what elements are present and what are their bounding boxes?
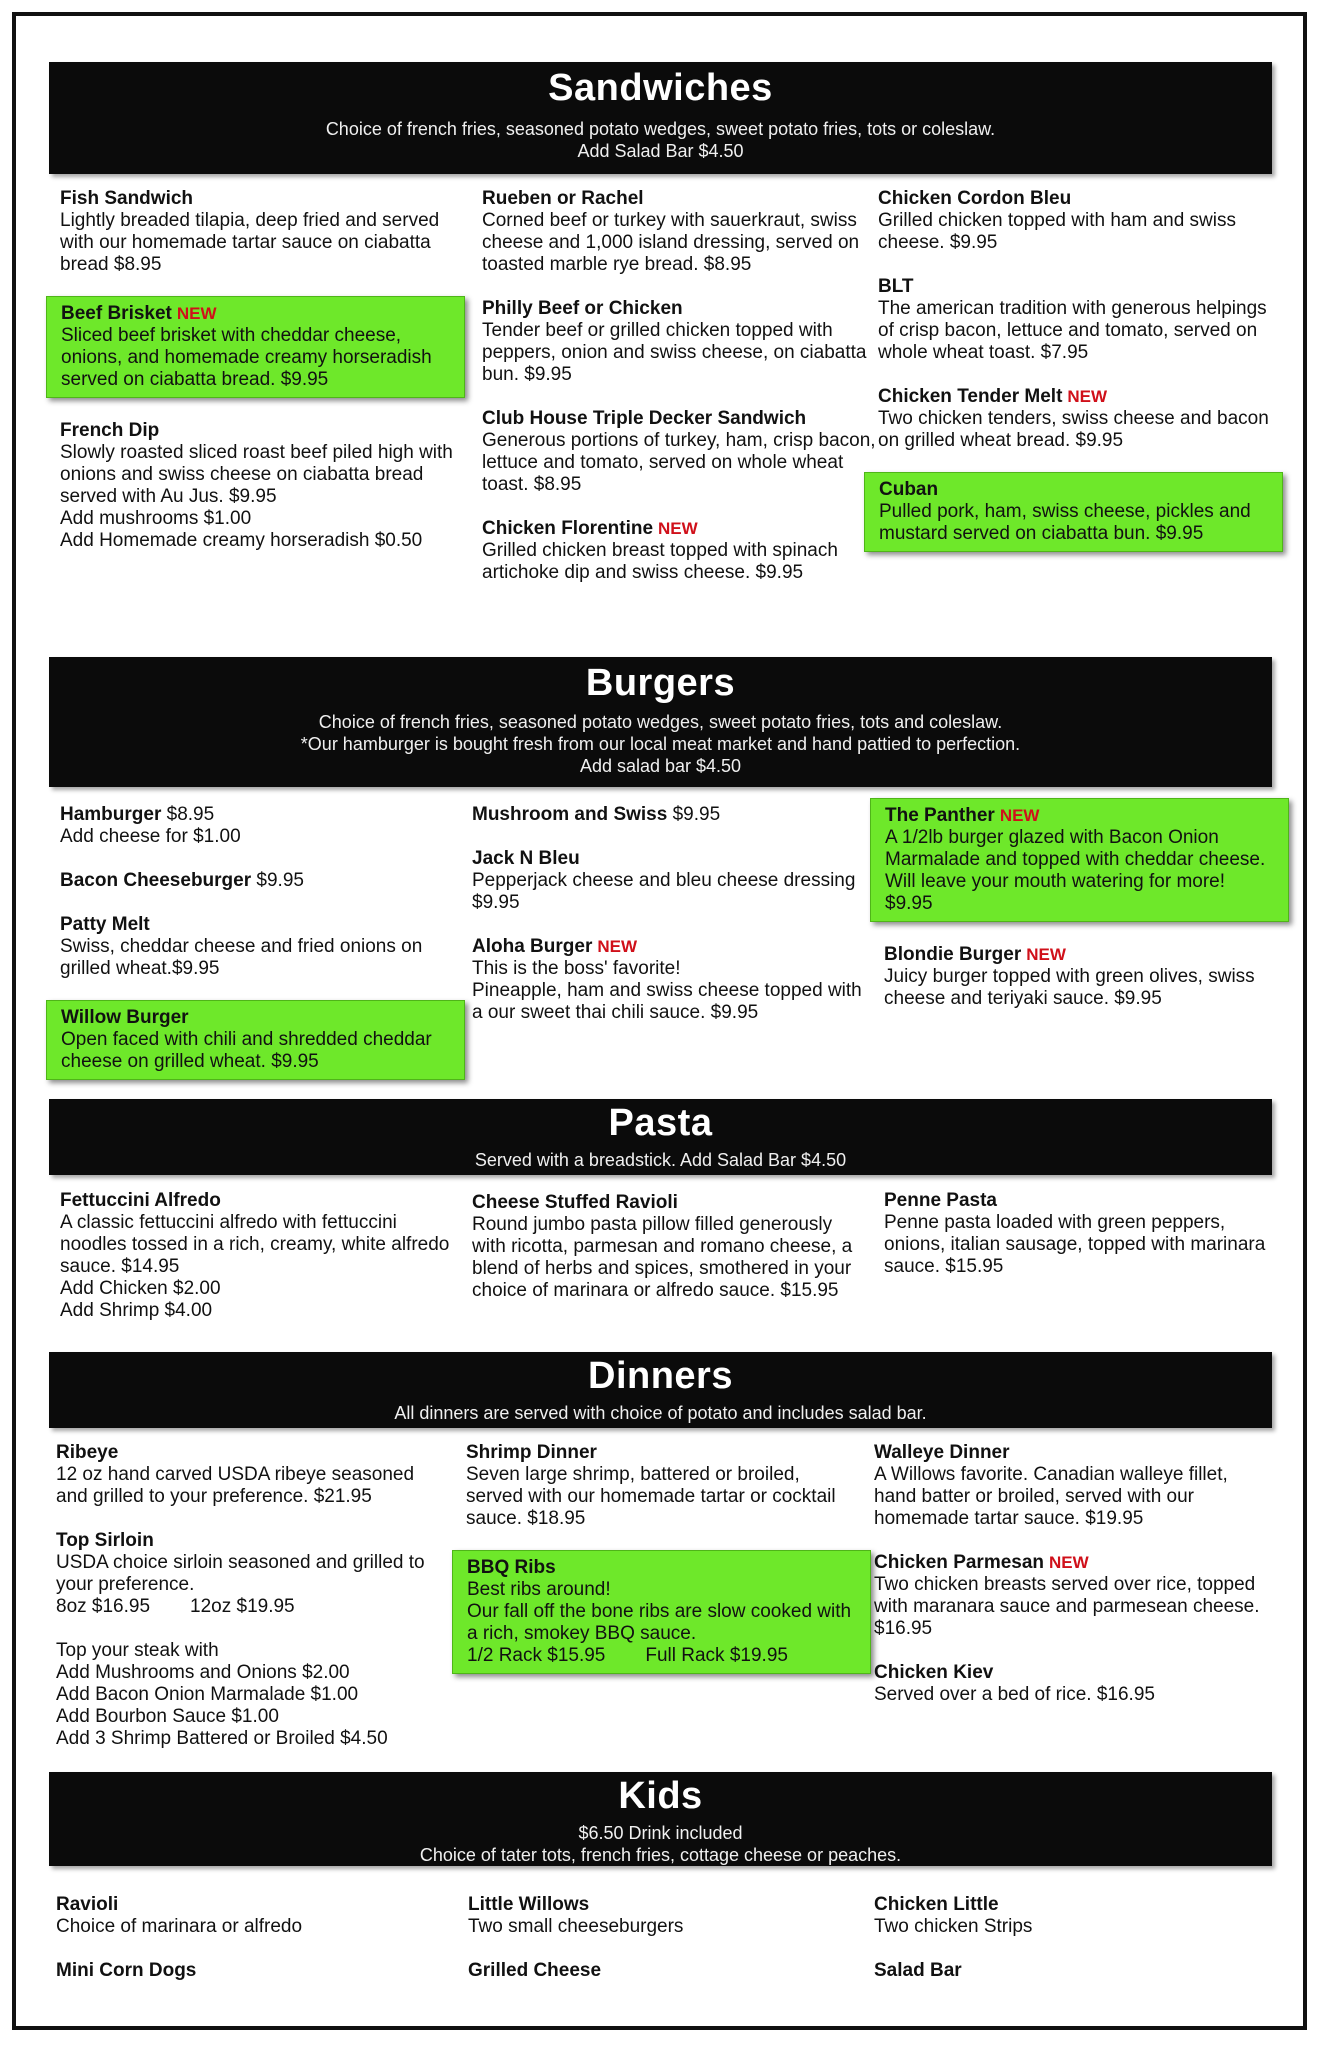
item-desc: Lightly breaded tilapia, deep fried and served with our homemade tartar sauce on ciabatta bread $8.95 [60, 210, 440, 275]
kids-header [49, 1772, 1272, 1866]
section-subtitle: *Our hamburger is bought fresh from our local meat market and hand pattied to perfection. [300, 734, 1021, 754]
pasta-col-1 [60, 1190, 455, 1344]
burgers-col-1 [60, 804, 455, 1102]
item-desc: This is the boss' favorite! [472, 958, 681, 979]
menu-item-featured [46, 296, 465, 398]
section-title: Pasta [608, 1102, 713, 1144]
dinners-col-1 [56, 1442, 451, 1772]
item-addon: Add Chicken $2.00 [60, 1278, 221, 1299]
item-desc: Two chicken Strips [874, 1916, 1033, 1937]
new-badge: NEW [176, 304, 217, 323]
menu-item [472, 804, 867, 826]
price-half: 1/2 Rack $15.95 [467, 1645, 606, 1666]
menu-item [878, 276, 1273, 364]
item-desc: Seven large shrimp, battered or broiled, served with our homemade tartar or cocktail sauce. $18.95 [466, 1464, 836, 1529]
dinners-header [49, 1352, 1272, 1428]
menu-item-featured [452, 1550, 871, 1674]
item-name: Little Willows [468, 1894, 590, 1915]
price-full: Full Rack $19.95 [645, 1645, 788, 1666]
burgers-col-3 [884, 798, 1279, 1032]
item-name: Blondie Burger [884, 944, 1022, 965]
sandwiches-col-2 [482, 188, 877, 606]
menu-item [472, 936, 867, 1024]
item-desc: Open faced with chili and shredded cheddar cheese on grilled wheat. $9.95 [61, 1029, 432, 1072]
section-subtitle: Add salad bar $4.50 [579, 756, 742, 776]
menu-item [874, 1442, 1269, 1530]
item-price: $9.95 [256, 870, 304, 891]
addons-heading: Top your steak with [56, 1640, 219, 1661]
item-desc: A 1/2lb burger glazed with Bacon Onion Marmalade and topped with cheddar cheese. Will leave your mouth watering for more! $9.95 [885, 827, 1266, 914]
new-badge: NEW [658, 519, 698, 538]
menu-item [874, 1960, 1269, 1982]
menu-item [468, 1894, 863, 1938]
item-desc: Slowly roasted sliced roast beef piled high with onions and swiss cheese on ciabatta bread served with Au Jus. $9.95 [60, 442, 453, 507]
menu-item [60, 1190, 455, 1322]
steak-addons [56, 1640, 451, 1750]
item-desc: Corned beef or turkey with sauerkraut, swiss cheese and 1,000 island dressing, served on toasted marble rye bread. $8.95 [482, 210, 860, 275]
new-badge: NEW [597, 937, 638, 956]
item-desc: Pineapple, ham and swiss cheese topped with a our sweet thai chili sauce. $9.95 [472, 980, 862, 1023]
dinners-col-2 [466, 1442, 861, 1696]
item-desc: Our fall off the bone ribs are slow cooked with a rich, smokey BBQ sauce. [467, 1601, 852, 1644]
menu-item [874, 1894, 1269, 1938]
kids-col-1 [56, 1894, 451, 2004]
price-small: 8oz $16.95 [56, 1596, 151, 1617]
menu-item [482, 408, 877, 496]
item-name: Ribeye [56, 1442, 119, 1463]
item-desc: Round jumbo pasta pillow filled generously with ricotta, parmesan and romano cheese, a blend of herbs and spices, smothered in your choice of marinara or alfredo sauce. $15.95 [472, 1214, 853, 1301]
section-title: Dinners [588, 1355, 733, 1397]
section-title: Burgers [585, 662, 736, 704]
section-subtitle: Choice of french fries, seasoned potato wedges, sweet potato fries, tots or coleslaw. [325, 119, 996, 139]
item-desc: Two chicken tenders, swiss cheese and bacon on grilled wheat bread. $9.95 [878, 408, 1269, 451]
menu-item [56, 1960, 451, 1982]
menu-item-featured [870, 798, 1289, 922]
menu-item [482, 298, 877, 386]
item-name: Mini Corn Dogs [56, 1960, 197, 1981]
menu-item [466, 1442, 861, 1530]
section-subtitle: $6.50 Drink included [578, 1823, 743, 1843]
item-desc: Pulled pork, ham, swiss cheese, pickles and mustard served on ciabatta bun. $9.95 [879, 501, 1251, 544]
menu-item [874, 1552, 1269, 1640]
menu-item [60, 804, 455, 848]
item-name: Chicken Kiev [874, 1662, 994, 1683]
item-name: Rueben or Rachel [482, 188, 644, 209]
item-desc: Grilled chicken topped with ham and swiss cheese. $9.95 [878, 210, 1237, 253]
menu-item [60, 914, 455, 980]
item-name: French Dip [60, 420, 160, 441]
item-name: BLT [878, 276, 914, 297]
item-price: $9.95 [672, 804, 721, 825]
item-name: Fettuccini Alfredo [60, 1190, 221, 1211]
item-desc: Generous portions of turkey, ham, crisp bacon, lettuce and tomato, served on whole wheat toast. $8.95 [482, 430, 876, 495]
menu-item [60, 870, 455, 892]
pasta-col-3 [884, 1190, 1279, 1300]
menu-item [482, 188, 877, 276]
item-name: Chicken Tender Melt [878, 386, 1063, 407]
item-addon: Add 3 Shrimp Battered or Broiled $4.50 [56, 1728, 388, 1749]
item-desc: 12 oz hand carved USDA ribeye seasoned and grilled to your preference. $21.95 [56, 1464, 415, 1507]
item-addon: Add Bourbon Sauce $1.00 [56, 1706, 279, 1727]
item-name: Fish Sandwich [60, 188, 194, 209]
item-desc: Two chicken breasts served over rice, topped with maranara sauce and parmesean cheese. $16.95 [874, 1574, 1260, 1639]
section-subtitle: All dinners are served with choice of potato and includes salad bar. [394, 1403, 927, 1423]
item-desc: Add cheese for $1.00 [60, 826, 241, 847]
item-desc: A classic fettuccini alfredo with fettuccini noodles tossed in a rich, creamy, white alfredo sauce. $14.95 [60, 1212, 450, 1277]
kids-col-2 [468, 1894, 863, 2004]
item-name: Grilled Cheese [468, 1960, 602, 1981]
kids-col-3 [874, 1894, 1269, 2004]
item-name: Patty Melt [60, 914, 150, 935]
item-name: Cheese Stuffed Ravioli [472, 1192, 678, 1213]
item-name: Walleye Dinner [874, 1442, 1010, 1463]
new-badge: NEW [1026, 945, 1066, 964]
section-subtitle: Served with a breadstick. Add Salad Bar $4.50 [474, 1150, 847, 1170]
item-name: Mushroom and Swiss [472, 804, 668, 825]
item-name: Shrimp Dinner [466, 1442, 597, 1463]
menu-item [482, 518, 877, 584]
sandwiches-col-3 [878, 188, 1273, 574]
item-name: Aloha Burger [472, 936, 593, 957]
section-subtitle: Choice of french fries, seasoned potato wedges, sweet potato fries, tots and coleslaw. [318, 712, 1003, 732]
item-desc: Tender beef or grilled chicken topped with peppers, onion and swiss cheese, on ciabatta bun. $9.95 [482, 320, 867, 385]
item-addon: Add mushrooms $1.00 [60, 508, 252, 529]
item-name: Salad Bar [874, 1960, 962, 1981]
item-desc: Grilled chicken breast topped with spinach artichoke dip and swiss cheese. $9.95 [482, 540, 838, 583]
pasta-header [49, 1099, 1272, 1175]
item-addon: Add Shrimp $4.00 [60, 1300, 213, 1321]
burgers-header [49, 657, 1272, 787]
menu-item [472, 1192, 867, 1302]
dinners-col-3 [874, 1442, 1269, 1728]
item-desc: Pepperjack cheese and bleu cheese dressing $9.95 [472, 870, 856, 913]
menu-item [878, 188, 1273, 254]
item-name: Ravioli [56, 1894, 119, 1915]
menu-item [468, 1960, 863, 1982]
menu-item [874, 1662, 1269, 1706]
item-desc: Penne pasta loaded with green peppers, onions, italian sausage, topped with marinara sauce. $15.95 [884, 1212, 1266, 1277]
sandwiches-col-1 [60, 188, 455, 574]
menu-item [60, 420, 455, 552]
item-desc: Choice of marinara or alfredo [56, 1916, 303, 1937]
item-prices [56, 1596, 451, 1618]
new-badge: NEW [999, 806, 1040, 825]
item-name: Chicken Little [874, 1894, 999, 1915]
item-desc: Swiss, cheddar cheese and fried onions on grilled wheat.$9.95 [60, 936, 423, 979]
pasta-col-2 [472, 1192, 867, 1324]
item-desc: A Willows favorite. Canadian walleye fillet, hand batter or broiled, served with our homemade tartar sauce. $19.95 [874, 1464, 1228, 1529]
section-subtitle: Add Salad Bar $4.50 [577, 141, 744, 161]
item-addon: Add Mushrooms and Onions $2.00 [56, 1662, 350, 1683]
item-name: Chicken Cordon Bleu [878, 188, 1072, 209]
item-name: Bacon Cheeseburger [60, 870, 252, 891]
menu-item [878, 386, 1273, 452]
item-name: Club House Triple Decker Sandwich [482, 408, 807, 429]
item-desc: The american tradition with generous helpings of crisp bacon, lettuce and tomato, served on whole wheat toast. $7.95 [878, 298, 1267, 363]
menu-item [60, 188, 455, 276]
item-desc: Sliced beef brisket with cheddar cheese, onions, and homemade creamy horseradish served on ciabatta bread. $9.95 [61, 325, 432, 390]
item-desc: Best ribs around! [467, 1579, 611, 1600]
item-name: Top Sirloin [56, 1530, 154, 1551]
menu-item-featured [46, 1000, 465, 1080]
item-name: Jack N Bleu [472, 848, 580, 869]
item-name: Chicken Florentine [482, 518, 654, 539]
item-desc: Served over a bed of rice. $16.95 [874, 1684, 1155, 1705]
item-desc: USDA choice sirloin seasoned and grilled to your preference. [56, 1552, 425, 1595]
item-name: BBQ Ribs [467, 1557, 556, 1578]
item-addon: Add Homemade creamy horseradish $0.50 [60, 530, 423, 551]
menu-item [56, 1530, 451, 1618]
sandwiches-header [49, 62, 1272, 174]
menu-item [56, 1442, 451, 1508]
item-price: $8.95 [166, 804, 215, 825]
item-addon: Add Bacon Onion Marmalade $1.00 [56, 1684, 359, 1705]
menu-item-featured [864, 472, 1283, 552]
section-title: Sandwiches [548, 67, 773, 109]
item-name: Beef Brisket [61, 303, 172, 324]
item-prices [467, 1645, 856, 1667]
new-badge: NEW [1049, 1553, 1089, 1572]
item-desc: Juicy burger topped with green olives, swiss cheese and teriyaki sauce. $9.95 [884, 966, 1255, 1009]
section-subtitle: Choice of tater tots, french fries, cottage cheese or peaches. [419, 1845, 902, 1865]
item-name: Penne Pasta [884, 1190, 997, 1211]
new-badge: NEW [1067, 387, 1108, 406]
item-name: Willow Burger [61, 1007, 189, 1028]
menu-item [56, 1894, 451, 1938]
item-name: Philly Beef or Chicken [482, 298, 683, 319]
price-large: 12oz $19.95 [190, 1596, 295, 1617]
menu-item [884, 1190, 1279, 1278]
burgers-col-2 [472, 804, 867, 1046]
item-name: Chicken Parmesan [874, 1552, 1045, 1573]
section-title: Kids [618, 1775, 703, 1817]
item-name: Hamburger [60, 804, 162, 825]
item-name: The Panther [885, 805, 995, 826]
item-desc: Two small cheeseburgers [468, 1916, 684, 1937]
item-name: Cuban [879, 479, 939, 500]
menu-item [472, 848, 867, 914]
menu-item [884, 944, 1279, 1010]
